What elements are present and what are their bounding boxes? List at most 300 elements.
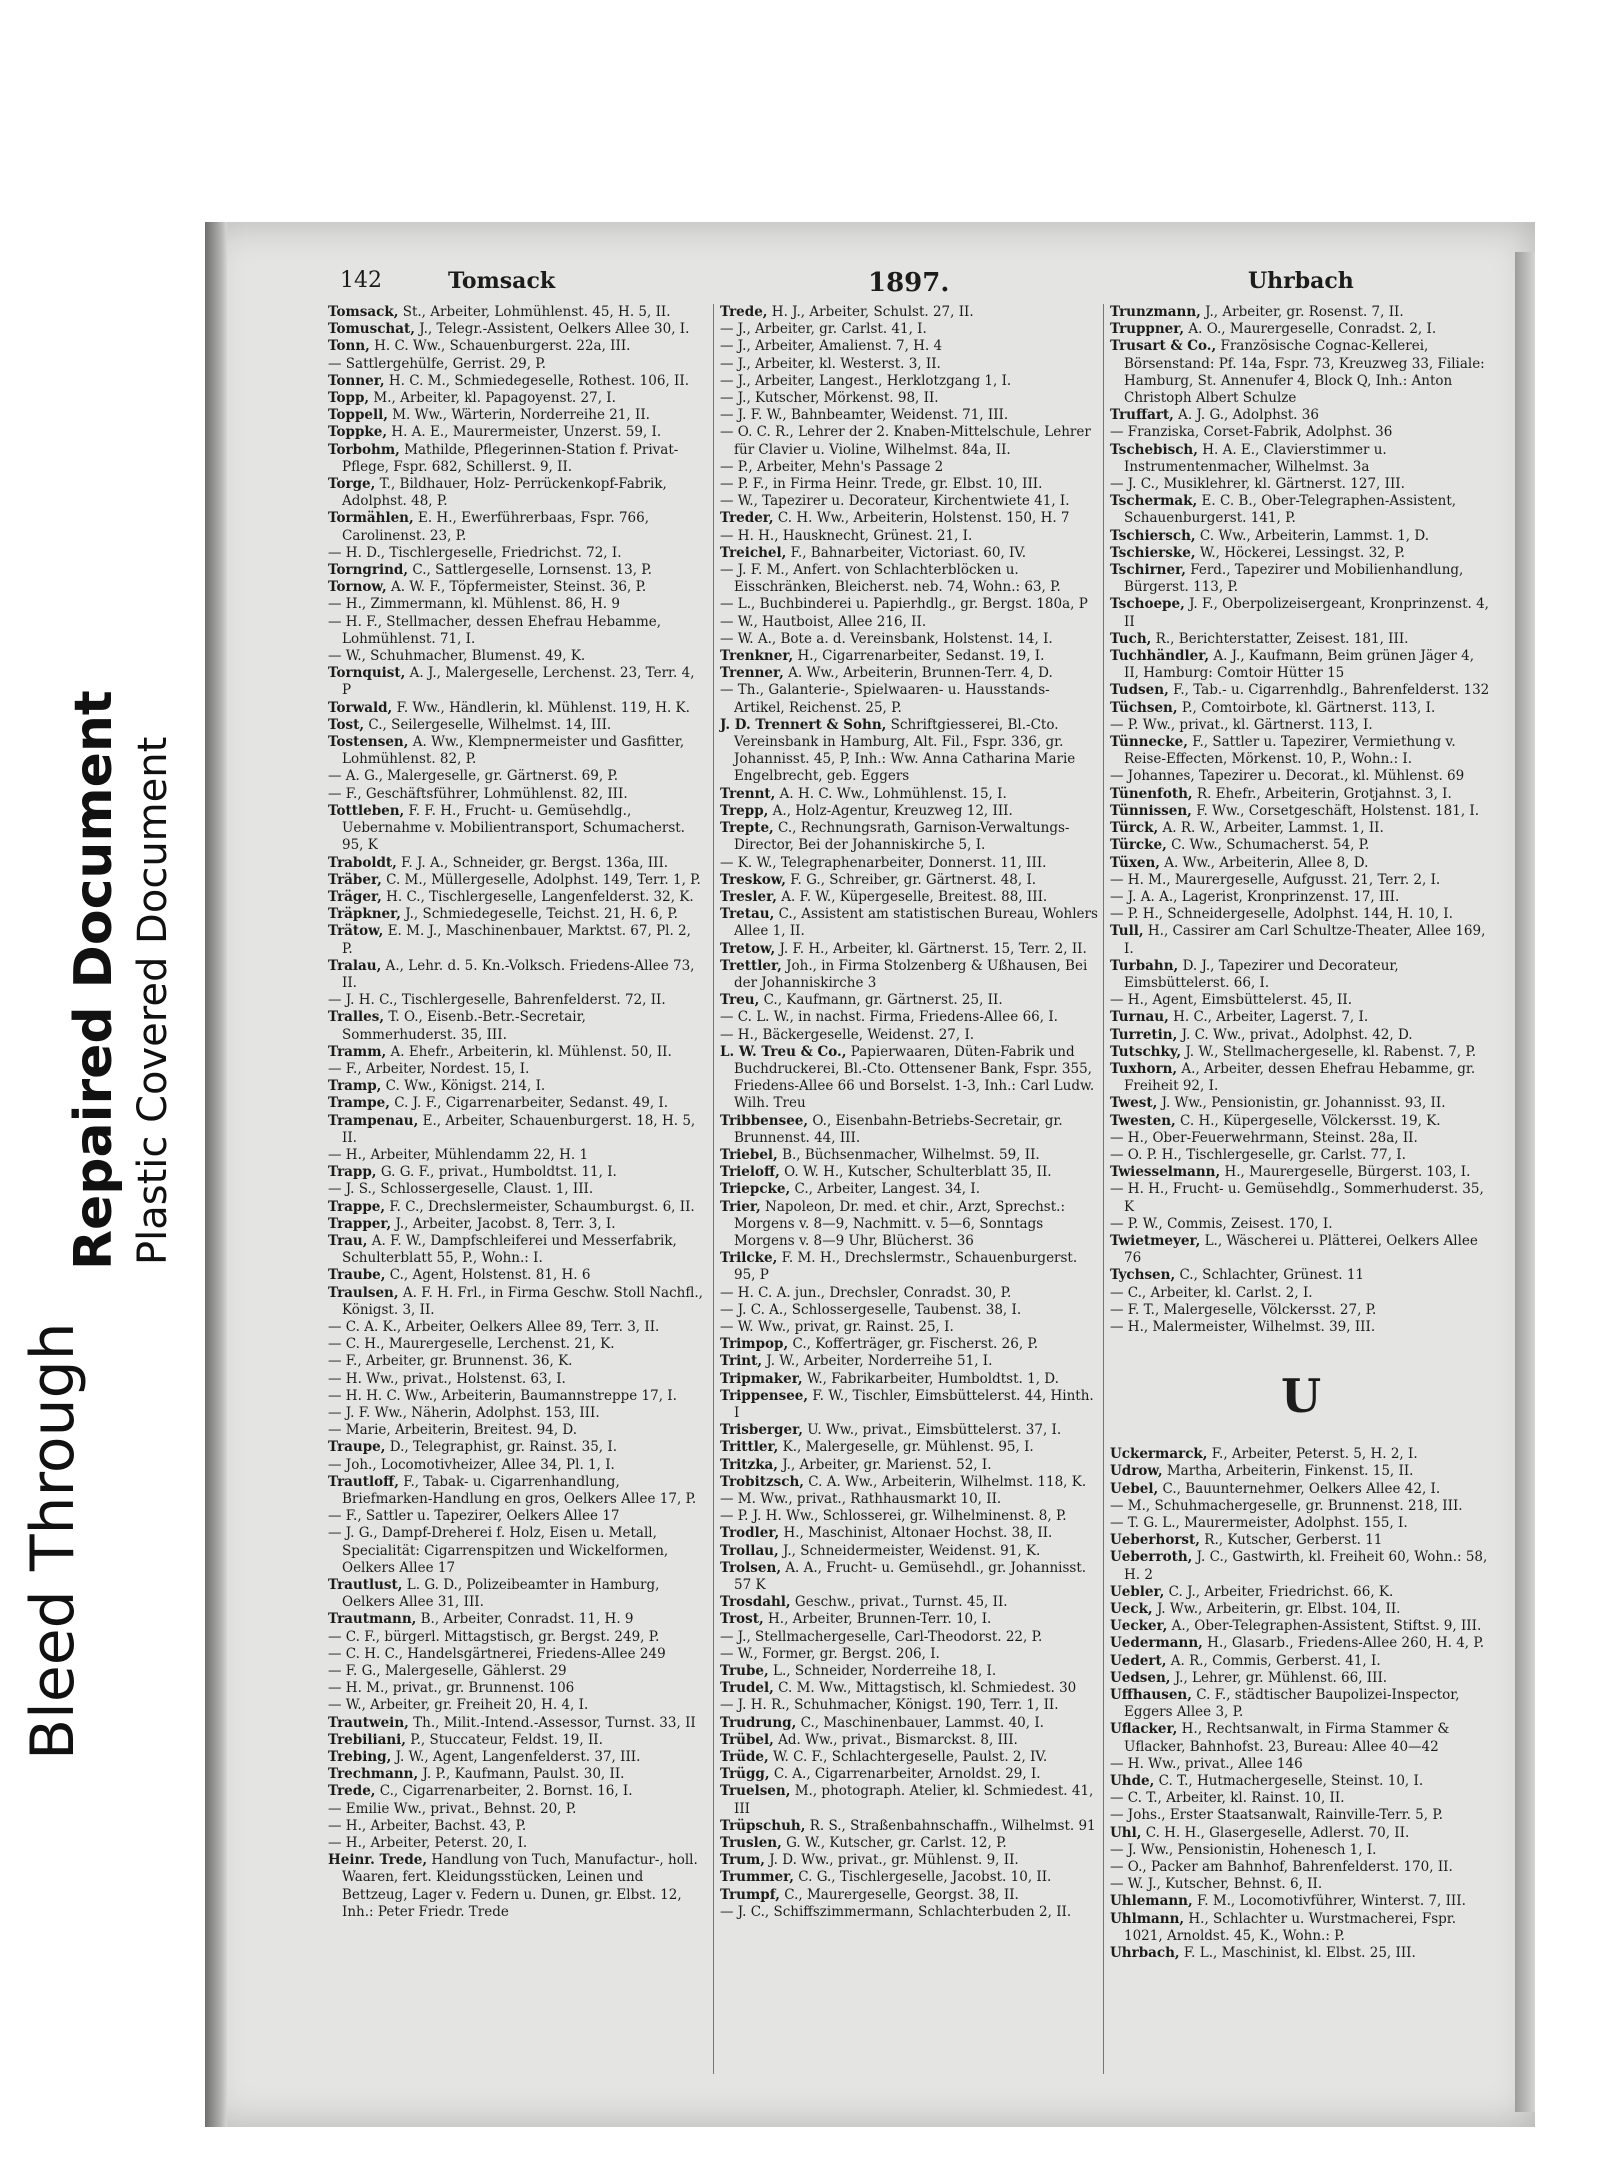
directory-entry bbox=[720, 596, 1098, 613]
entry-details: — A. G., Malergeselle, gr. Gärtnerst. 69, P. bbox=[328, 768, 619, 785]
entry-name: Trügg, bbox=[720, 1766, 770, 1783]
entry-name: Träpkner, bbox=[328, 906, 401, 923]
directory-entry bbox=[328, 803, 703, 855]
directory-entry bbox=[720, 1783, 1098, 1817]
page-number: 142 bbox=[340, 268, 382, 293]
entry-details: J. P., Kaufmann, Paulst. 30, II. bbox=[422, 1766, 625, 1783]
entry-details: — K. W., Telegraphenarbeiter, Donnerst. 11, III. bbox=[720, 854, 1047, 871]
directory-entry bbox=[328, 1525, 703, 1577]
directory-entry bbox=[1110, 855, 1492, 872]
entry-details: J. Ww., Arbeiterin, gr. Elbst. 104, II. bbox=[1156, 1601, 1401, 1618]
directory-entry bbox=[720, 786, 1098, 803]
entry-details: — M. Ww., privat., Rathhausmarkt 10, II. bbox=[720, 1491, 1002, 1508]
directory-entry bbox=[720, 562, 1098, 596]
directory-entry bbox=[720, 1336, 1098, 1353]
entry-name: Tomsack, bbox=[328, 304, 399, 320]
directory-entry bbox=[720, 803, 1098, 820]
directory-entry bbox=[328, 992, 703, 1009]
entry-details: H. A. E., Clavierstimmer u. Instrumentenmacher, Wilhelmst. 3a bbox=[1124, 441, 1387, 475]
entry-details: H., Maurergeselle, Bürgerst. 103, I. bbox=[1224, 1164, 1471, 1181]
entry-name: Tuchhändler, bbox=[1110, 648, 1210, 665]
entry-details: — F., Sattler u. Tapezirer, Oelkers Allee 17 bbox=[328, 1508, 620, 1525]
directory-entry bbox=[720, 992, 1098, 1009]
directory-entry bbox=[720, 545, 1098, 562]
directory-entry bbox=[720, 1302, 1098, 1319]
directory-entry bbox=[1110, 442, 1492, 476]
directory-entry bbox=[720, 941, 1098, 958]
directory-entry bbox=[720, 1680, 1098, 1697]
entry-name: Uedsen, bbox=[1110, 1669, 1171, 1686]
entry-details: C., Maurergeselle, Georgst. 38, II. bbox=[784, 1886, 1019, 1903]
directory-entry bbox=[720, 1629, 1098, 1646]
directory-entry bbox=[1110, 631, 1492, 648]
entry-name: Truslen, bbox=[720, 1835, 782, 1852]
directory-entry bbox=[720, 1164, 1098, 1181]
entry-name: Trilcke, bbox=[720, 1250, 778, 1267]
entry-details: C. Ww., Schumacherst. 54, P. bbox=[1171, 837, 1370, 854]
entry-name: Uhlmann, bbox=[1110, 1910, 1185, 1927]
directory-entry bbox=[720, 476, 1098, 493]
entry-name: Trolsen, bbox=[720, 1559, 782, 1576]
directory-entry bbox=[720, 1009, 1098, 1026]
entry-details: W., Fabrikarbeiter, Humboldtst. 1, D. bbox=[806, 1370, 1059, 1387]
directory-entry bbox=[720, 493, 1098, 510]
entry-name: Tretow, bbox=[720, 940, 776, 957]
directory-entry bbox=[328, 1646, 703, 1663]
entry-name: Trätow, bbox=[328, 923, 384, 940]
directory-entry bbox=[720, 1371, 1098, 1388]
entry-details: O., Eisenbahn-Betriebs-Secretair, gr. Brunnenst. 44, III. bbox=[734, 1112, 1063, 1146]
directory-entry bbox=[720, 889, 1098, 906]
entry-details: P., Comtoirbote, kl. Gärtnerst. 113, I. bbox=[1181, 699, 1436, 716]
entry-name: Traube, bbox=[328, 1267, 386, 1284]
directory-entry bbox=[328, 1835, 703, 1852]
entry-name: Treichel, bbox=[720, 544, 787, 561]
entry-name: Truppner, bbox=[1110, 321, 1185, 338]
entry-details: F. Ww., Händlerin, kl. Mühlenst. 119, H. K. bbox=[396, 699, 690, 716]
entry-name: Trautloff, bbox=[328, 1473, 399, 1490]
directory-entry bbox=[1110, 1216, 1492, 1233]
directory-entry bbox=[328, 665, 703, 699]
entry-details: C. G., Tischlergeselle, Jacobst. 10, II. bbox=[798, 1869, 1052, 1886]
entry-details: — J., Arbeiter, gr. Carlst. 41, I. bbox=[720, 321, 927, 338]
entry-details: C. Ww., Arbeiterin, Lammst. 1, D. bbox=[1199, 527, 1430, 544]
entry-name: Truelsen, bbox=[720, 1783, 791, 1800]
entry-details: — J. F. M., Anfert. von Schlachterblöcken u. Eisschränken, Bleicherst. neb. 74, Wohn.: 63, P. bbox=[720, 562, 1061, 596]
entry-name: Heinr. Trede, bbox=[328, 1852, 428, 1869]
entry-name: Tull, bbox=[1110, 923, 1144, 940]
entry-name: Tuch, bbox=[1110, 630, 1152, 647]
directory-entry bbox=[720, 1199, 1098, 1251]
entry-details: A. F. W., Küpergeselle, Breitest. 88, III. bbox=[781, 888, 1048, 905]
entry-details: E. M. J., Maschinenbauer, Marktst. 67, Pl. 2, P. bbox=[342, 923, 691, 957]
repaired-document-label: Repaired Document bbox=[64, 690, 124, 1270]
directory-entry bbox=[720, 906, 1098, 940]
entry-details: Handlung von Tuch, Manufactur-, holl. Waaren, fert. Kleidungsstücken, Leinen und Bettzeug, Lager v. Federn u. Dunen, gr. Elbst. 12, Inh.: Peter Friedr. Trede bbox=[342, 1852, 698, 1920]
directory-entry bbox=[720, 717, 1098, 786]
entry-details: U. Ww., privat., Eimsbüttelerst. 37, I. bbox=[807, 1422, 1062, 1439]
directory-entry bbox=[328, 1715, 703, 1732]
entry-details: T., Bildhauer, Holz- Perrückenkopf-Fabrik, Adolphst. 48, P. bbox=[342, 476, 667, 510]
entry-details: F. M. H., Drechslermstr., Schauenburgerst. 95, P bbox=[734, 1250, 1078, 1284]
directory-entry bbox=[328, 1353, 703, 1370]
entry-details: — O., Packer am Bahnhof, Bahrenfelderst. 170, II. bbox=[1110, 1859, 1453, 1876]
entry-details: C., Bauunternehmer, Oelkers Allee 42, I. bbox=[1162, 1480, 1441, 1497]
directory-entry bbox=[1110, 1911, 1492, 1945]
entry-details: J. F., Oberpolizeisergeant, Kronprinzenst. 4, II bbox=[1124, 596, 1489, 630]
entry-name: Trumpf, bbox=[720, 1886, 780, 1903]
entry-name: Tutschky, bbox=[1110, 1043, 1182, 1060]
entry-name: Trapper, bbox=[328, 1215, 392, 1232]
directory-entry bbox=[328, 717, 703, 734]
entry-details: H., Rechtsanwalt, in Firma Stammer & Uflacker, Bahnhofst. 23, Bureau: Allee 40—42 bbox=[1124, 1721, 1450, 1755]
entry-name: Treskow, bbox=[720, 871, 786, 888]
entry-details: E. H., Ewerführerbaas, Fspr. 766, Carolinenst. 23, P. bbox=[342, 510, 650, 544]
entry-name: Trede, bbox=[328, 1783, 376, 1800]
entry-details: — P. H., Schneidergeselle, Adolphst. 144, H. 10, I. bbox=[1110, 906, 1453, 923]
entry-details: — H. F., Stellmacher, dessen Ehefrau Hebamme, Lohmühlenst. 71, I. bbox=[328, 613, 662, 647]
directory-entry bbox=[328, 872, 703, 889]
directory-entry bbox=[720, 1835, 1098, 1852]
directory-entry bbox=[328, 321, 703, 338]
entry-details: Geschw., privat., Turnst. 45, II. bbox=[794, 1594, 1008, 1611]
entry-details: — H., Zimmermann, kl. Mühlenst. 86, H. 9 bbox=[328, 596, 620, 613]
entry-name: Trenner, bbox=[720, 665, 784, 682]
entry-details: C., Kofferträger, gr. Fischerst. 26, P. bbox=[792, 1336, 1039, 1353]
entry-name: Träber, bbox=[328, 871, 382, 888]
entry-name: Trippensee, bbox=[720, 1387, 809, 1404]
entry-name: Torbohm, bbox=[328, 441, 400, 458]
directory-entry bbox=[720, 1525, 1098, 1542]
entry-name: Tünnissen, bbox=[1110, 802, 1192, 819]
entry-details: — W., Arbeiter, gr. Freiheit 20, H. 4, I. bbox=[328, 1697, 589, 1714]
directory-entry bbox=[1110, 700, 1492, 717]
directory-entry bbox=[328, 442, 703, 476]
directory-entry bbox=[1110, 1233, 1492, 1267]
entry-name: Uebler, bbox=[1110, 1583, 1165, 1600]
directory-entry bbox=[328, 1749, 703, 1766]
directory-entry bbox=[328, 1732, 703, 1749]
directory-entry bbox=[720, 1319, 1098, 1336]
entry-details: H. J., Arbeiter, Schulst. 27, II. bbox=[771, 304, 974, 320]
entry-name: Tychsen, bbox=[1110, 1267, 1176, 1284]
entry-details: H., Schlachter u. Wurstmacherei, Fspr. 1021, Arnoldst. 45, K., Wohn.: P. bbox=[1124, 1910, 1457, 1944]
entry-details: — W. Ww., privat, gr. Rainst. 25, I. bbox=[720, 1318, 954, 1335]
entry-details: C., Sattlergeselle, Lornsenst. 13, P. bbox=[412, 562, 652, 579]
directory-entry bbox=[720, 1027, 1098, 1044]
directory-entry bbox=[1110, 992, 1492, 1009]
entry-name: Twiesselmann, bbox=[1110, 1164, 1221, 1181]
entry-name: Trint, bbox=[720, 1353, 763, 1370]
entry-details: E., Arbeiter, Schauenburgerst. 18, H. 5, II. bbox=[342, 1112, 696, 1146]
entry-name: Tritzka, bbox=[720, 1456, 779, 1473]
entry-details: — J., Arbeiter, Amalienst. 7, H. 4 bbox=[720, 338, 943, 355]
entry-details: — H., Arbeiter, Peterst. 20, I. bbox=[328, 1835, 528, 1852]
directory-entry bbox=[328, 1629, 703, 1646]
entry-details: A. F. H. Frl., in Firma Geschw. Stoll Nachfl., Königst. 3, II. bbox=[342, 1284, 703, 1318]
entry-name: Tudsen, bbox=[1110, 682, 1169, 699]
directory-entry bbox=[1110, 1446, 1492, 1463]
entry-details: H. C. M., Schmiedegeselle, Rothest. 106, II. bbox=[388, 372, 689, 389]
entry-details: J., Arbeiter, Jacobst. 8, Terr. 3, I. bbox=[395, 1215, 616, 1232]
directory-entry bbox=[1110, 1790, 1492, 1807]
directory-page bbox=[328, 262, 1538, 2082]
entry-details: — H. C. A. jun., Drechsler, Conradst. 30, P. bbox=[720, 1284, 1012, 1301]
directory-entry bbox=[328, 768, 703, 785]
entry-name: Tralles, bbox=[328, 1009, 385, 1026]
entry-details: W. C. F., Schlachtergeselle, Paulst. 2, IV. bbox=[773, 1749, 1048, 1766]
directory-entry bbox=[1110, 889, 1492, 906]
entry-name: Trollau, bbox=[720, 1542, 779, 1559]
entry-details: — H., Arbeiter, Bachst. 43, P. bbox=[328, 1817, 527, 1834]
entry-name: Trenkner, bbox=[720, 648, 794, 665]
directory-entry bbox=[1110, 1945, 1492, 1962]
entry-details: — J. F. Ww., Näherin, Adolphst. 153, III. bbox=[328, 1405, 600, 1421]
directory-entry bbox=[1110, 562, 1492, 596]
entry-details: A. R., Commis, Gerberst. 41, I. bbox=[1170, 1652, 1381, 1669]
entry-details: J., Schneidermeister, Weidenst. 91, K. bbox=[783, 1542, 1041, 1559]
entry-details: Mathilde, Pflegerinnen-Station f. Privat-Pflege, Fspr. 682, Schillerst. 9, II. bbox=[342, 441, 679, 475]
directory-entry bbox=[720, 1508, 1098, 1525]
entry-name: Trautmann, bbox=[328, 1611, 417, 1628]
directory-entry bbox=[1110, 1061, 1492, 1095]
directory-entry bbox=[328, 1113, 703, 1147]
entry-details: — Emilie Ww., privat., Behnst. 20, P. bbox=[328, 1800, 577, 1817]
entry-details: — J. S., Schlossergeselle, Claust. 1, III. bbox=[328, 1181, 594, 1198]
entry-name: Trechmann, bbox=[328, 1766, 419, 1783]
entry-details: C., Maschinenbauer, Lammst. 40, I. bbox=[800, 1714, 1044, 1731]
entry-details: C. H. Ww., Arbeiterin, Holstenst. 150, H. 7 bbox=[777, 510, 1070, 527]
entry-details: — P., Arbeiter, Mehn's Passage 2 bbox=[720, 458, 944, 475]
entry-details: — Johannes, Tapezirer u. Decorat., kl. Mühlenst. 69 bbox=[1110, 768, 1465, 785]
directory-entry bbox=[328, 545, 703, 562]
entry-details: — Th., Galanterie-, Spielwaaren- u. Hausstands-Artikel, Reichenst. 25, P. bbox=[720, 682, 1050, 716]
directory-entry bbox=[720, 338, 1098, 355]
directory-entry bbox=[1110, 768, 1492, 785]
directory-entry bbox=[328, 734, 703, 768]
entry-details: Martha, Arbeiterin, Finkenst. 15, II. bbox=[1166, 1463, 1414, 1480]
directory-entry bbox=[1110, 1285, 1492, 1302]
entry-details: J., Arbeiter, gr. Rosenst. 7, II. bbox=[1205, 304, 1404, 320]
entry-details: J. C. Ww., privat., Adolphst. 42, D. bbox=[1181, 1026, 1413, 1043]
entry-details: Napoleon, Dr. med. et chir., Arzt, Sprechst.: Morgens v. 8—9, Nachmitt. v. 5—6, Sonntags Morgens v. 8—9 Uhr, Blücherst. 36 bbox=[734, 1198, 1065, 1249]
entry-name: Tornow, bbox=[328, 579, 387, 596]
directory-entry bbox=[1110, 1181, 1492, 1215]
directory-entry bbox=[720, 665, 1098, 682]
entry-details: C., Agent, Holstenst. 81, H. 6 bbox=[389, 1267, 591, 1284]
entry-details: J. D. Ww., privat., gr. Mühlenst. 9, II. bbox=[769, 1852, 1019, 1869]
directory-entry bbox=[1110, 648, 1492, 682]
directory-entry bbox=[1110, 958, 1492, 992]
directory-entry bbox=[1110, 1267, 1492, 1284]
entry-name: Turnau, bbox=[1110, 1009, 1169, 1026]
entry-details: L., Schneider, Norderreihe 18, I. bbox=[773, 1663, 997, 1680]
entry-name: Triebel, bbox=[720, 1146, 778, 1163]
entry-name: Trübel, bbox=[720, 1731, 774, 1748]
entry-name: Trube, bbox=[720, 1663, 769, 1680]
entry-name: Trusart & Co., bbox=[1110, 338, 1217, 355]
directory-entry bbox=[328, 855, 703, 872]
directory-entry bbox=[328, 1697, 703, 1714]
entry-name: Toppell, bbox=[328, 407, 388, 424]
entry-name: Tschirner, bbox=[1110, 562, 1186, 579]
entry-name: Tresler, bbox=[720, 888, 777, 905]
directory-entry bbox=[1110, 837, 1492, 854]
directory-entry bbox=[720, 1646, 1098, 1663]
entry-name: Trebing, bbox=[328, 1749, 392, 1766]
entry-details: C. M., Müllergeselle, Adolphst. 149, Terr. 1, P. bbox=[386, 871, 701, 888]
entry-name: Trum, bbox=[720, 1852, 765, 1869]
entry-details: — C. F., bürgerl. Mittagstisch, gr. Bergst. 249, P. bbox=[328, 1628, 660, 1645]
entry-details: Th., Milit.-Intend.-Assessor, Turnst. 33, II bbox=[413, 1714, 696, 1731]
entry-name: Ueberroth, bbox=[1110, 1549, 1193, 1566]
directory-entry bbox=[720, 648, 1098, 665]
directory-entry bbox=[720, 1663, 1098, 1680]
directory-entry bbox=[720, 1491, 1098, 1508]
entry-name: Türcke, bbox=[1110, 837, 1167, 854]
directory-entry bbox=[1110, 1825, 1492, 1842]
directory-entry bbox=[720, 1543, 1098, 1560]
directory-entry bbox=[328, 356, 703, 373]
entry-details: Ferd., Tapezirer und Mobilienhandlung, Bürgerst. 113, P. bbox=[1124, 562, 1464, 596]
entry-details: A. A., Frucht- u. Gemüsehdl., gr. Johannisst. 57 K bbox=[734, 1559, 1087, 1594]
entry-name: Trüpschuh, bbox=[720, 1817, 806, 1834]
entry-name: Tottleben, bbox=[328, 802, 405, 819]
entry-name: Triepcke, bbox=[720, 1181, 791, 1198]
directory-entry bbox=[720, 1439, 1098, 1456]
entry-name: Traboldt, bbox=[328, 854, 397, 871]
directory-entry bbox=[328, 1267, 703, 1284]
column-3-t-entries bbox=[1110, 304, 1492, 1336]
entry-details: C. H., Küpergeselle, Völckersst. 19, K. bbox=[1180, 1112, 1441, 1129]
directory-entry bbox=[328, 1164, 703, 1181]
directory-entry bbox=[328, 1061, 703, 1078]
column-1 bbox=[328, 304, 703, 2074]
entry-name: Trieloff, bbox=[720, 1164, 780, 1181]
entry-details: C. H. H., Glasergeselle, Adlerst. 70, II. bbox=[1145, 1824, 1410, 1841]
entry-name: Tramp, bbox=[328, 1078, 382, 1095]
entry-name: Truffart, bbox=[1110, 407, 1174, 424]
entry-details: — J. H. R., Schuhmacher, Königst. 190, Terr. 1, II. bbox=[720, 1697, 1059, 1714]
directory-entry bbox=[328, 1457, 703, 1474]
entry-details: B., Büchsenmacher, Wilhelmst. 59, II. bbox=[782, 1146, 1040, 1163]
directory-entry bbox=[328, 1508, 703, 1525]
entry-details: — Johs., Erster Staatsanwalt, Rainville-Terr. 5, P. bbox=[1110, 1807, 1443, 1824]
entry-details: C., Kaufmann, gr. Gärtnerst. 25, II. bbox=[763, 992, 1003, 1009]
entry-name: Torge, bbox=[328, 476, 376, 493]
entry-details: — F., Arbeiter, gr. Brunnenst. 36, K. bbox=[328, 1353, 573, 1370]
entry-name: Trost, bbox=[720, 1611, 764, 1628]
entry-details: L. G. D., Polizeibeamter in Hamburg, Oelkers Allee 31, III. bbox=[342, 1577, 660, 1611]
entry-name: Trebiliani, bbox=[328, 1731, 406, 1748]
directory-entry bbox=[1110, 304, 1492, 321]
directory-entry bbox=[1110, 820, 1492, 837]
directory-entry bbox=[328, 1371, 703, 1388]
directory-entry bbox=[1110, 1515, 1492, 1532]
entry-name: Traupe, bbox=[328, 1439, 386, 1456]
entry-name: Uckermarck, bbox=[1110, 1446, 1208, 1463]
directory-entry bbox=[720, 1422, 1098, 1439]
entry-details: C. J., Arbeiter, Friedrichst. 66, K. bbox=[1168, 1583, 1394, 1600]
directory-entry bbox=[720, 390, 1098, 407]
directory-entry bbox=[720, 510, 1098, 527]
directory-entry bbox=[1110, 424, 1492, 441]
entry-details: — F. T., Malergeselle, Völckersst. 27, P. bbox=[1110, 1301, 1377, 1318]
entry-details: — J., Kutscher, Mörkenst. 98, II. bbox=[720, 390, 939, 407]
entry-name: Tuxhorn, bbox=[1110, 1060, 1178, 1077]
entry-details: C., Seilergeselle, Wilhelmst. 14, III. bbox=[368, 716, 612, 733]
entry-name: Trautwein, bbox=[328, 1714, 409, 1731]
directory-entry bbox=[328, 1474, 703, 1508]
entry-details: — J. Ww., Pensionistin, Hohenesch 1, I. bbox=[1110, 1841, 1377, 1858]
directory-entry bbox=[1110, 338, 1492, 407]
directory-entry bbox=[720, 1353, 1098, 1370]
entry-details: C. J. F., Cigarrenarbeiter, Sedanst. 49, I. bbox=[394, 1095, 669, 1112]
directory-entry bbox=[720, 424, 1098, 458]
entry-details: Papierwaaren, Düten-Fabrik und Buchdruckerei, Bl.-Cto. Ottensener Bank, Fspr. 355, Friedens-Allee 66 und Borselst. 1-3, Inh.: Carl Ludw. Wilh. Treu bbox=[734, 1043, 1095, 1112]
entry-name: Turretin, bbox=[1110, 1026, 1178, 1043]
plastic-covered-label: Plastic Covered Document bbox=[130, 736, 176, 1265]
directory-entry bbox=[328, 1852, 703, 1921]
directory-entry bbox=[720, 1250, 1098, 1284]
entry-name: Trittler, bbox=[720, 1439, 779, 1456]
directory-entry bbox=[1110, 1532, 1492, 1549]
entry-details: — H. Ww., privat., Allee 146 bbox=[1110, 1755, 1303, 1772]
directory-entry bbox=[720, 1904, 1098, 1921]
entry-details: A. J. G., Adolphst. 36 bbox=[1178, 407, 1319, 424]
directory-entry bbox=[328, 1336, 703, 1353]
entry-details: F., Tab.- u. Cigarrenhdlg., Bahrenfelderst. 132 bbox=[1173, 682, 1490, 699]
entry-details: — H. H., Frucht- u. Gemüsehdlg., Sommerhuderst. 35, K bbox=[1110, 1181, 1484, 1215]
directory-entry bbox=[720, 855, 1098, 872]
entry-details: — W., Tapezirer u. Decorateur, Kirchentwiete 41, I. bbox=[720, 493, 1070, 510]
entry-details: — J. G., Dampf-Dreherei f. Holz, Eisen u. Metall, Specialität: Cigarrenspitzen und Wickelformen, Oelkers Allee 17 bbox=[328, 1525, 669, 1576]
directory-entry bbox=[1110, 786, 1492, 803]
directory-entry bbox=[720, 407, 1098, 424]
entry-details: — H. M., privat., gr. Brunnenst. 106 bbox=[328, 1680, 575, 1697]
entry-details: F., Arbeiter, Peterst. 5, H. 2, I. bbox=[1211, 1446, 1418, 1463]
binding-edge bbox=[205, 222, 227, 2127]
entry-name: Träger, bbox=[328, 888, 382, 905]
entry-name: Torngrind, bbox=[328, 562, 409, 579]
entry-name: Uflacker, bbox=[1110, 1721, 1178, 1738]
entry-name: Trau, bbox=[328, 1232, 368, 1249]
directory-entry bbox=[1110, 407, 1492, 424]
directory-entry bbox=[328, 390, 703, 407]
directory-entry bbox=[720, 1887, 1098, 1904]
entry-details: A. W. F., Töpfermeister, Steinst. 36, P. bbox=[390, 579, 647, 596]
directory-entry bbox=[1110, 734, 1492, 768]
entry-name: Trepte, bbox=[720, 820, 774, 837]
entry-name: Trier, bbox=[720, 1198, 761, 1215]
entry-name: Toppke, bbox=[328, 424, 388, 441]
entry-name: Tünnecke, bbox=[1110, 734, 1188, 751]
entry-name: Tschebisch, bbox=[1110, 441, 1198, 458]
entry-details: — H., Arbeiter, Mühlendamm 22, H. 1 bbox=[328, 1146, 589, 1163]
directory-entry bbox=[1110, 1876, 1492, 1893]
entry-name: Trobitzsch, bbox=[720, 1473, 804, 1490]
entry-details: — P. W., Commis, Zeisest. 170, I. bbox=[1110, 1215, 1333, 1232]
entry-details: W., Höckerei, Lessingst. 32, P. bbox=[1199, 544, 1405, 561]
directory-entry bbox=[1110, 321, 1492, 338]
entry-name: Tralau, bbox=[328, 957, 382, 974]
entry-details: F. G., Schreiber, gr. Gärtnerst. 48, I. bbox=[790, 871, 1037, 888]
entry-details: A. F. W., Dampfschleiferei und Messerfabrik, Schulterblatt 55, P., Wohn.: I. bbox=[342, 1232, 677, 1267]
directory-entry bbox=[328, 906, 703, 923]
directory-entry bbox=[1110, 1095, 1492, 1112]
directory-entry bbox=[1110, 1687, 1492, 1721]
entry-details: H., Glasarb., Friedens-Allee 260, H. 4, P. bbox=[1207, 1635, 1485, 1652]
